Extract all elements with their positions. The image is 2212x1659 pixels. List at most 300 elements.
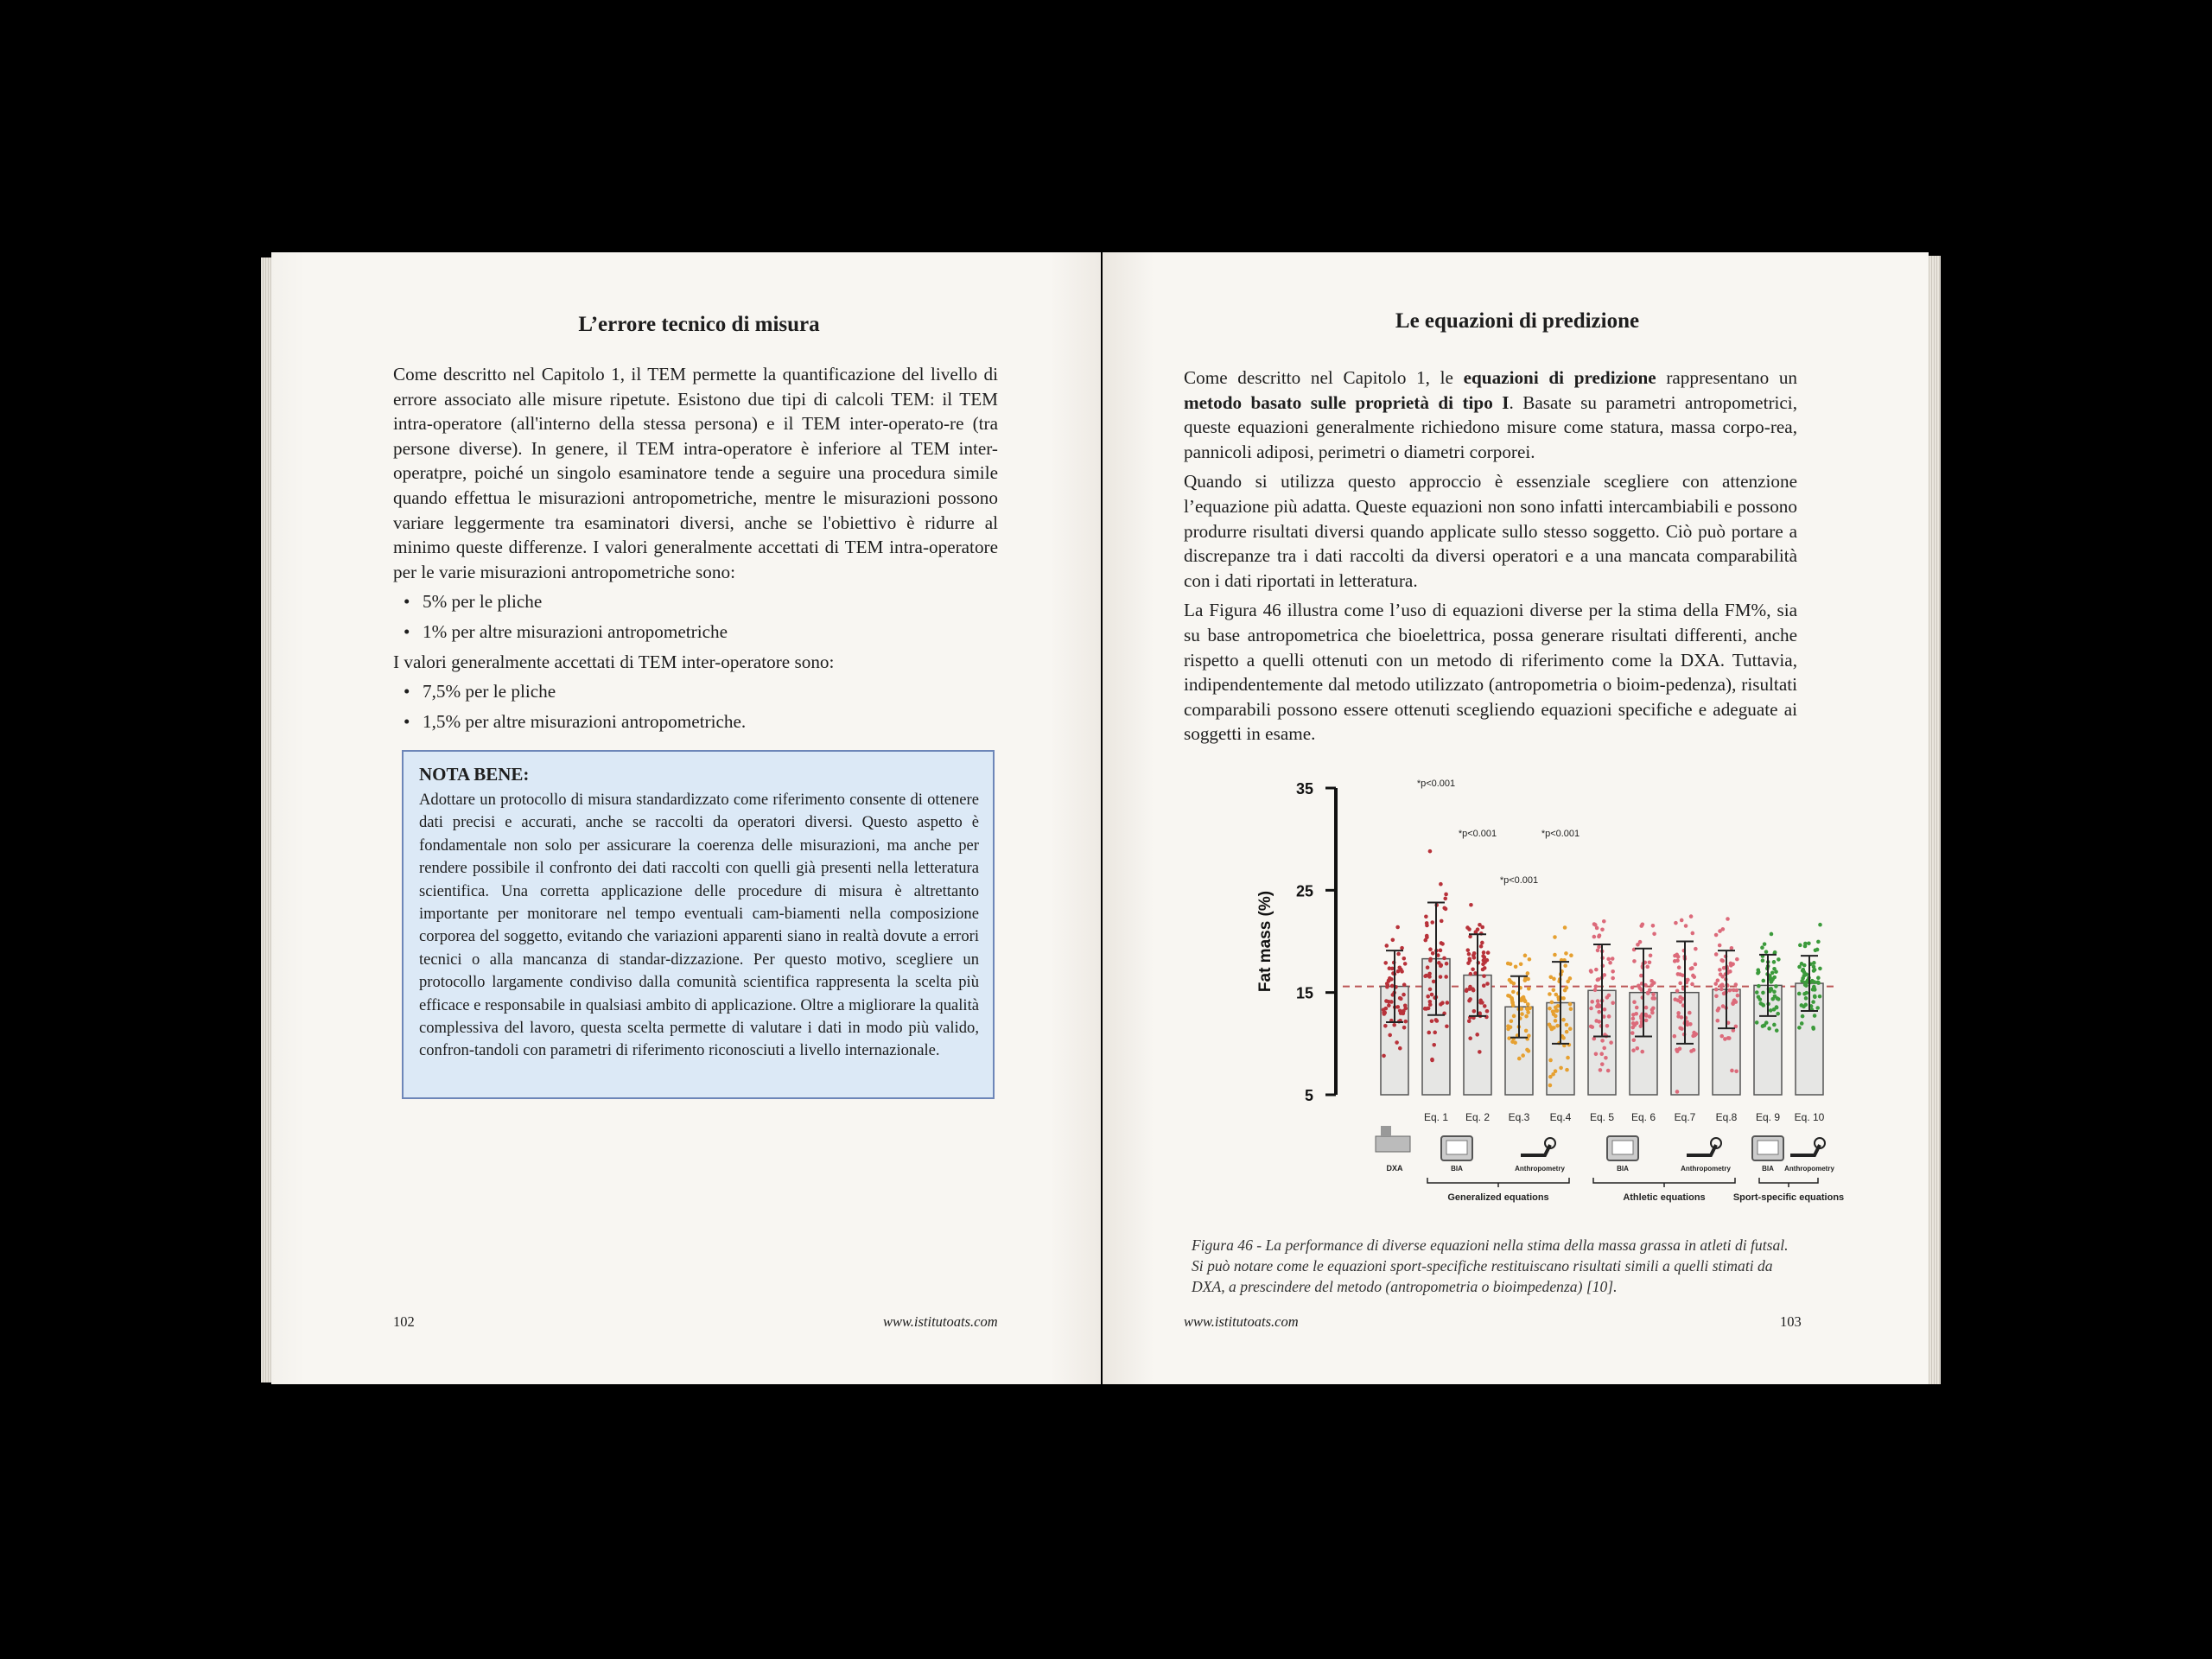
method-label: Anthropometry bbox=[1784, 1165, 1834, 1173]
right-paragraph-1 bbox=[1184, 365, 1797, 464]
data-point bbox=[1430, 993, 1434, 997]
data-point bbox=[1486, 950, 1491, 955]
data-point bbox=[1818, 995, 1822, 999]
data-point bbox=[1552, 988, 1556, 992]
data-point bbox=[1716, 1008, 1720, 1013]
data-point bbox=[1524, 1029, 1529, 1033]
data-point bbox=[1777, 997, 1781, 1001]
data-point bbox=[1736, 994, 1740, 998]
data-point bbox=[1606, 957, 1611, 962]
p1-end: . Basate su parametri antropometrici, queste equazioni generalmente richiedono misure come statura, massa corpo-rea, pannicoli adiposi, perimetri o diametri corporei. bbox=[1184, 391, 1797, 462]
data-point bbox=[1428, 957, 1433, 962]
bia-screen-icon bbox=[1612, 1141, 1633, 1154]
data-point bbox=[1384, 944, 1389, 948]
data-point bbox=[1605, 995, 1610, 1000]
data-point bbox=[1446, 1001, 1450, 1005]
data-point bbox=[1424, 914, 1428, 918]
data-point bbox=[1395, 1040, 1399, 1045]
data-point bbox=[1597, 1005, 1601, 1009]
fat-mass-chart bbox=[1172, 771, 1845, 1220]
data-point bbox=[1402, 1026, 1407, 1030]
data-point bbox=[1590, 1000, 1594, 1004]
data-point bbox=[1384, 1007, 1389, 1011]
data-point bbox=[1425, 924, 1429, 928]
right-page bbox=[1103, 252, 1929, 1384]
data-point bbox=[1719, 958, 1724, 963]
nota-bene-box bbox=[402, 750, 995, 1099]
data-point bbox=[1811, 1000, 1815, 1004]
data-point bbox=[1523, 954, 1528, 958]
data-point bbox=[1691, 974, 1695, 978]
data-point bbox=[1510, 1019, 1514, 1023]
data-point bbox=[1816, 981, 1821, 985]
data-point bbox=[1718, 968, 1722, 972]
data-point bbox=[1593, 988, 1598, 992]
data-point bbox=[1650, 1011, 1655, 1015]
right-body bbox=[1184, 365, 1797, 752]
data-point bbox=[1611, 1001, 1615, 1005]
data-point bbox=[1734, 1000, 1738, 1004]
data-point bbox=[1480, 1001, 1484, 1005]
data-point bbox=[1551, 1072, 1555, 1077]
data-point bbox=[1523, 1000, 1528, 1004]
data-point bbox=[1554, 1008, 1559, 1013]
data-point bbox=[1648, 960, 1652, 964]
data-point bbox=[1803, 982, 1808, 987]
data-point bbox=[1734, 1069, 1738, 1073]
data-point bbox=[1552, 1012, 1556, 1016]
data-point bbox=[1434, 1018, 1439, 1022]
data-point bbox=[1440, 942, 1445, 946]
data-point bbox=[1694, 947, 1698, 951]
data-point bbox=[1599, 1052, 1604, 1056]
data-point bbox=[1726, 1036, 1731, 1040]
data-point bbox=[1600, 1062, 1605, 1066]
data-point bbox=[1403, 962, 1408, 966]
dxa-scanner-icon bbox=[1376, 1136, 1410, 1152]
data-point bbox=[1482, 950, 1486, 955]
data-point bbox=[1594, 1052, 1599, 1056]
data-point bbox=[1774, 984, 1778, 988]
data-point bbox=[1761, 991, 1765, 995]
data-point bbox=[1525, 1007, 1529, 1011]
data-point bbox=[1649, 979, 1654, 983]
data-point bbox=[1465, 948, 1470, 952]
data-point bbox=[1631, 1048, 1636, 1052]
data-point bbox=[1548, 1007, 1552, 1011]
data-point bbox=[1591, 1025, 1595, 1029]
data-point bbox=[1689, 1049, 1694, 1053]
y-axis-label: Fat mass (%) bbox=[1256, 890, 1274, 993]
data-point bbox=[1392, 1023, 1396, 1027]
data-point bbox=[1525, 1048, 1529, 1052]
data-point bbox=[1444, 975, 1448, 979]
category-label: Eq.4 bbox=[1549, 1111, 1572, 1123]
data-point bbox=[1760, 945, 1764, 950]
data-point bbox=[1767, 1027, 1771, 1031]
data-point bbox=[1678, 995, 1682, 1000]
data-point bbox=[1770, 971, 1775, 976]
data-point bbox=[1526, 1010, 1530, 1014]
data-point bbox=[1508, 994, 1512, 998]
data-point bbox=[1773, 995, 1777, 999]
data-point bbox=[1506, 1024, 1510, 1028]
data-point bbox=[1716, 978, 1720, 982]
data-point bbox=[1769, 1008, 1773, 1013]
data-point bbox=[1605, 1024, 1610, 1028]
data-point bbox=[1676, 998, 1681, 1002]
data-point bbox=[1396, 952, 1401, 957]
data-point bbox=[1639, 924, 1643, 928]
data-point bbox=[1608, 961, 1612, 965]
p1-bold-2: metodo basato sulle proprietà di tipo I bbox=[1184, 391, 1510, 413]
intra-bullet-1: • 5% per le pliche bbox=[393, 589, 998, 614]
method-label: BIA bbox=[1451, 1165, 1463, 1173]
data-point bbox=[1688, 1011, 1692, 1015]
data-point bbox=[1649, 983, 1654, 988]
data-point bbox=[1423, 974, 1427, 978]
data-point bbox=[1812, 965, 1816, 969]
data-point bbox=[1553, 935, 1557, 939]
data-point bbox=[1818, 923, 1822, 927]
data-point bbox=[1600, 927, 1605, 931]
data-point bbox=[1431, 951, 1435, 956]
data-point bbox=[1387, 1003, 1391, 1007]
y-tick-label: 35 bbox=[1295, 780, 1313, 798]
data-point bbox=[1426, 995, 1430, 999]
data-point bbox=[1594, 984, 1599, 988]
data-point bbox=[1383, 1024, 1388, 1028]
data-point bbox=[1589, 969, 1593, 973]
data-point bbox=[1556, 1004, 1560, 1008]
intra-bullet-2: • 1% per altre misurazioni antropometriche bbox=[393, 620, 998, 645]
y-tick-label: 15 bbox=[1295, 984, 1313, 1002]
data-point bbox=[1635, 1046, 1639, 1051]
data-point bbox=[1552, 977, 1556, 982]
right-footer-url: www.istitutoats.com bbox=[1184, 1313, 1299, 1330]
data-point bbox=[1523, 978, 1528, 982]
data-point bbox=[1595, 926, 1599, 931]
data-point bbox=[1514, 964, 1518, 969]
left-paragraph-1: Come descritto nel Capitolo 1, il TEM permette la quantificazione del livello di errore associato alle misure ripetute. Esistono due tipi di calcoli TEM: il TEM intra-operatore (all'interno della stessa persona) e il TEM inter-operato-re (tra persone diverse). In genere, il TEM intra-operatore è inferiore al TEM inter-operatpre, poiché un singolo esaminatore tende a seguire una procedura simile quando effettua le misurazioni antropometriche, mentre le misurazioni possono variare leggermente tra esaminatori diversi, anche se l'obiettivo è ridurre al minimo queste differenze. I valori generalmente accettati di TEM intra-operatore per le varie misurazioni antropometriche sono: bbox=[393, 364, 998, 582]
data-point bbox=[1674, 921, 1678, 925]
data-point bbox=[1390, 984, 1395, 988]
data-point bbox=[1554, 1019, 1558, 1023]
data-point bbox=[1432, 1043, 1436, 1047]
data-point bbox=[1777, 957, 1781, 962]
data-point bbox=[1673, 954, 1677, 958]
data-point bbox=[1548, 992, 1552, 996]
data-point bbox=[1714, 994, 1719, 998]
p1-mid: rappresentano un bbox=[1656, 367, 1798, 388]
category-label: Eq. 9 bbox=[1755, 1111, 1781, 1123]
method-label: BIA bbox=[1617, 1165, 1629, 1173]
data-point bbox=[1475, 1033, 1479, 1037]
data-point bbox=[1592, 922, 1597, 926]
category-label: Eq.3 bbox=[1508, 1111, 1530, 1123]
data-point bbox=[1443, 897, 1447, 901]
dxa-scanner-arm-icon bbox=[1381, 1126, 1391, 1136]
data-point bbox=[1482, 974, 1486, 978]
data-point bbox=[1719, 1034, 1724, 1039]
data-point bbox=[1606, 1069, 1611, 1073]
method-label: Anthropometry bbox=[1515, 1165, 1565, 1173]
data-point bbox=[1511, 990, 1516, 995]
p1-bold-1: equazioni di predizione bbox=[1463, 367, 1656, 388]
data-point bbox=[1815, 1006, 1820, 1010]
data-point bbox=[1721, 927, 1726, 931]
data-point bbox=[1734, 988, 1738, 993]
data-point bbox=[1774, 969, 1778, 974]
data-point bbox=[1715, 1019, 1719, 1023]
data-point bbox=[1398, 996, 1402, 1001]
data-point bbox=[1478, 1050, 1482, 1054]
data-point bbox=[1569, 1007, 1573, 1011]
left-page-number: 102 bbox=[393, 1313, 415, 1330]
data-point bbox=[1602, 919, 1606, 924]
data-point bbox=[1439, 975, 1443, 979]
data-point bbox=[1439, 882, 1443, 887]
data-point bbox=[1517, 1057, 1522, 1061]
data-point bbox=[1802, 963, 1807, 968]
data-point bbox=[1519, 962, 1523, 966]
inter-bullet-2: • 1,5% per altre misurazioni antropometriche. bbox=[393, 709, 998, 734]
data-point bbox=[1553, 953, 1557, 957]
data-point bbox=[1776, 1012, 1780, 1016]
inter-bullet-list bbox=[393, 679, 998, 734]
p1-start: Come descritto nel Capitolo 1, le bbox=[1184, 367, 1464, 388]
data-point bbox=[1428, 947, 1433, 951]
data-point bbox=[1644, 1006, 1649, 1010]
data-point bbox=[1427, 972, 1432, 976]
data-point bbox=[1511, 1003, 1516, 1007]
data-point bbox=[1602, 1046, 1606, 1051]
data-point bbox=[1755, 1020, 1759, 1025]
data-point bbox=[1597, 945, 1601, 950]
data-point bbox=[1527, 987, 1531, 991]
data-point bbox=[1468, 1036, 1472, 1040]
data-point bbox=[1596, 999, 1600, 1003]
right-paragraph-3: La Figura 46 illustra come l’uso di equazioni diverse per la stima della FM%, sia su base antropometrica che bioelettrica, possa generare risultati differenti, anche rispetto a quelli ottenuti con un metodo di riferimento come la DXA. Tuttavia, indipendentemente dal metodo utilizzato (antropometria o bioim-pedenza), risultati comparabili possono essere ottenuti scegliendo equazioni specifiche e adeguate ai soggetti in esame. bbox=[1184, 600, 1797, 745]
data-point bbox=[1607, 1014, 1611, 1019]
nota-bene-text: Adottare un protocollo di misura standardizzato come riferimento consente di ottenere dati precisi e accurati, anche se raccolti da operatori diversi. Questo aspetto è fondamentale non solo per assicurare la coerenza delle misurazioni, ma anche per rendere possibile il confronto dei dati raccolti con quelli già presenti nella letteratura scientifica. Una corretta applicazione delle procedure di misura è altrettanto importante per monitorare nel tempo eventuali cam-biamenti nella composizione corporea del soggetto, evitando che variazioni apparenti siano in realtà dovute a errori tecnici o alla mancanza di standar-dizzazione. Per questo motivo, scegliere un protocollo largamente condiviso dalla comunità scientifica rappresenta la scelta più efficace e responsabile in qualsiasi ambito di applicazione. Oltre a migliorare la qualità complessiva del lavoro, questa scelta permette di valutare i dati in modo più valido, confron-tandoli con parametri di riferimento riconosciuti a livello internazionale. bbox=[419, 791, 979, 1060]
left-footer-url: www.istitutoats.com bbox=[883, 1313, 998, 1330]
data-point bbox=[1524, 1014, 1529, 1019]
data-point bbox=[1649, 954, 1653, 958]
data-point bbox=[1761, 1003, 1765, 1007]
data-point bbox=[1442, 906, 1446, 911]
data-point bbox=[1812, 986, 1816, 990]
left-paragraph-2: I valori generalmente accettati di TEM inter-operatore sono: bbox=[393, 651, 835, 672]
data-point bbox=[1632, 1000, 1637, 1004]
data-point bbox=[1803, 942, 1808, 946]
data-point bbox=[1528, 957, 1532, 962]
data-point bbox=[1635, 1006, 1639, 1010]
data-point bbox=[1675, 1090, 1680, 1094]
data-point bbox=[1480, 925, 1484, 930]
data-point bbox=[1631, 1017, 1636, 1021]
data-point bbox=[1383, 961, 1388, 965]
data-point bbox=[1630, 1031, 1635, 1035]
data-point bbox=[1604, 1056, 1608, 1060]
significance-label: *p<0.001 bbox=[1416, 779, 1456, 789]
data-point bbox=[1680, 918, 1684, 923]
data-point bbox=[1640, 1050, 1644, 1054]
data-point bbox=[1632, 959, 1637, 963]
data-point bbox=[1512, 1014, 1516, 1019]
data-point bbox=[1520, 1007, 1524, 1011]
data-point bbox=[1813, 995, 1817, 999]
data-point bbox=[1639, 974, 1643, 978]
data-point bbox=[1718, 944, 1722, 948]
data-point bbox=[1402, 982, 1407, 987]
group-label: Sport-specific equations bbox=[1732, 1192, 1845, 1203]
data-point bbox=[1684, 924, 1688, 928]
data-point bbox=[1816, 976, 1821, 980]
data-point bbox=[1428, 1002, 1433, 1007]
data-point bbox=[1566, 980, 1570, 984]
data-point bbox=[1763, 1023, 1767, 1027]
data-point bbox=[1675, 988, 1680, 993]
data-point bbox=[1644, 1019, 1649, 1023]
group-bracket bbox=[1593, 1178, 1735, 1183]
data-point bbox=[1636, 943, 1640, 947]
method-label-dxa: DXA bbox=[1386, 1164, 1403, 1173]
data-point bbox=[1756, 971, 1760, 976]
method-label: BIA bbox=[1762, 1165, 1774, 1173]
data-point bbox=[1597, 1010, 1601, 1014]
data-point bbox=[1714, 988, 1719, 992]
data-point bbox=[1757, 984, 1761, 988]
data-point bbox=[1807, 942, 1811, 946]
data-point bbox=[1676, 1011, 1681, 1015]
data-point bbox=[1485, 982, 1490, 986]
data-point bbox=[1526, 1002, 1530, 1007]
data-point bbox=[1561, 1018, 1566, 1022]
data-point bbox=[1425, 935, 1429, 939]
data-point bbox=[1388, 1033, 1392, 1038]
left-page bbox=[271, 252, 1101, 1384]
data-point bbox=[1565, 1030, 1569, 1034]
data-point bbox=[1480, 941, 1484, 945]
data-point bbox=[1398, 1046, 1402, 1051]
data-point bbox=[1389, 1000, 1394, 1004]
data-point bbox=[1472, 1009, 1477, 1014]
data-point bbox=[1722, 992, 1726, 996]
data-point bbox=[1445, 1024, 1449, 1028]
data-point bbox=[1391, 938, 1395, 942]
data-point bbox=[1772, 989, 1777, 994]
data-point bbox=[1395, 925, 1400, 930]
data-point bbox=[1564, 951, 1568, 956]
data-point bbox=[1385, 982, 1389, 986]
data-point bbox=[1390, 967, 1395, 971]
data-point bbox=[1402, 957, 1406, 961]
data-point bbox=[1651, 993, 1656, 997]
significance-label: *p<0.001 bbox=[1458, 829, 1497, 839]
data-point bbox=[1471, 987, 1475, 991]
data-point bbox=[1403, 1020, 1408, 1024]
data-point bbox=[1651, 1006, 1656, 1010]
data-point bbox=[1761, 979, 1765, 983]
group-label: Generalized equations bbox=[1447, 1192, 1549, 1203]
data-point bbox=[1467, 952, 1471, 957]
data-point bbox=[1402, 1009, 1406, 1014]
data-point bbox=[1427, 1031, 1431, 1035]
data-point bbox=[1548, 1058, 1553, 1063]
data-point bbox=[1775, 1006, 1779, 1010]
nota-bene-title: NOTA BENE: bbox=[419, 764, 530, 785]
data-point bbox=[1646, 991, 1650, 995]
data-point bbox=[1772, 960, 1777, 964]
data-point bbox=[1467, 927, 1471, 931]
data-point bbox=[1714, 933, 1719, 938]
data-point bbox=[1430, 1019, 1434, 1023]
data-point bbox=[1513, 1040, 1517, 1045]
data-point bbox=[1603, 973, 1607, 977]
data-point bbox=[1758, 997, 1763, 1001]
data-point bbox=[1430, 920, 1434, 925]
category-label: Eq. 1 bbox=[1423, 1111, 1449, 1123]
data-point bbox=[1693, 1033, 1697, 1038]
significance-label: *p<0.001 bbox=[1499, 875, 1539, 886]
data-point bbox=[1714, 952, 1719, 957]
data-point bbox=[1680, 1015, 1684, 1020]
data-point bbox=[1678, 982, 1682, 986]
data-point bbox=[1563, 925, 1567, 930]
data-point bbox=[1764, 950, 1769, 954]
data-point bbox=[1440, 919, 1444, 924]
right-page-edges bbox=[1927, 256, 1941, 1384]
data-point bbox=[1815, 948, 1820, 952]
data-point bbox=[1397, 965, 1402, 969]
y-tick-label: 25 bbox=[1295, 882, 1313, 900]
data-point bbox=[1600, 1039, 1605, 1043]
data-point bbox=[1568, 1002, 1573, 1007]
data-point bbox=[1565, 1068, 1569, 1072]
data-point bbox=[1440, 1001, 1445, 1005]
data-point bbox=[1442, 957, 1446, 961]
data-point bbox=[1611, 976, 1615, 981]
data-point bbox=[1400, 946, 1404, 950]
group-bracket bbox=[1759, 1178, 1818, 1183]
left-body bbox=[393, 362, 998, 739]
data-point bbox=[1603, 1007, 1607, 1012]
data-point bbox=[1813, 1014, 1817, 1018]
data-point bbox=[1465, 988, 1469, 992]
data-point bbox=[1561, 996, 1566, 1001]
data-point bbox=[1592, 935, 1597, 939]
data-point bbox=[1645, 965, 1649, 969]
data-point bbox=[1471, 953, 1476, 957]
data-point bbox=[1482, 983, 1486, 988]
data-point bbox=[1818, 967, 1822, 971]
data-point bbox=[1798, 944, 1802, 948]
data-point bbox=[1569, 953, 1573, 957]
data-point bbox=[1596, 978, 1600, 982]
data-point bbox=[1630, 986, 1635, 990]
bia-screen-icon bbox=[1446, 1141, 1467, 1154]
data-point bbox=[1816, 940, 1821, 944]
data-point bbox=[1468, 958, 1472, 963]
data-point bbox=[1811, 1027, 1815, 1031]
data-point bbox=[1521, 1053, 1525, 1058]
data-point bbox=[1439, 963, 1443, 968]
data-point bbox=[1565, 1023, 1569, 1027]
data-point bbox=[1637, 983, 1641, 988]
data-point bbox=[1506, 962, 1510, 966]
data-point bbox=[1568, 1027, 1573, 1031]
